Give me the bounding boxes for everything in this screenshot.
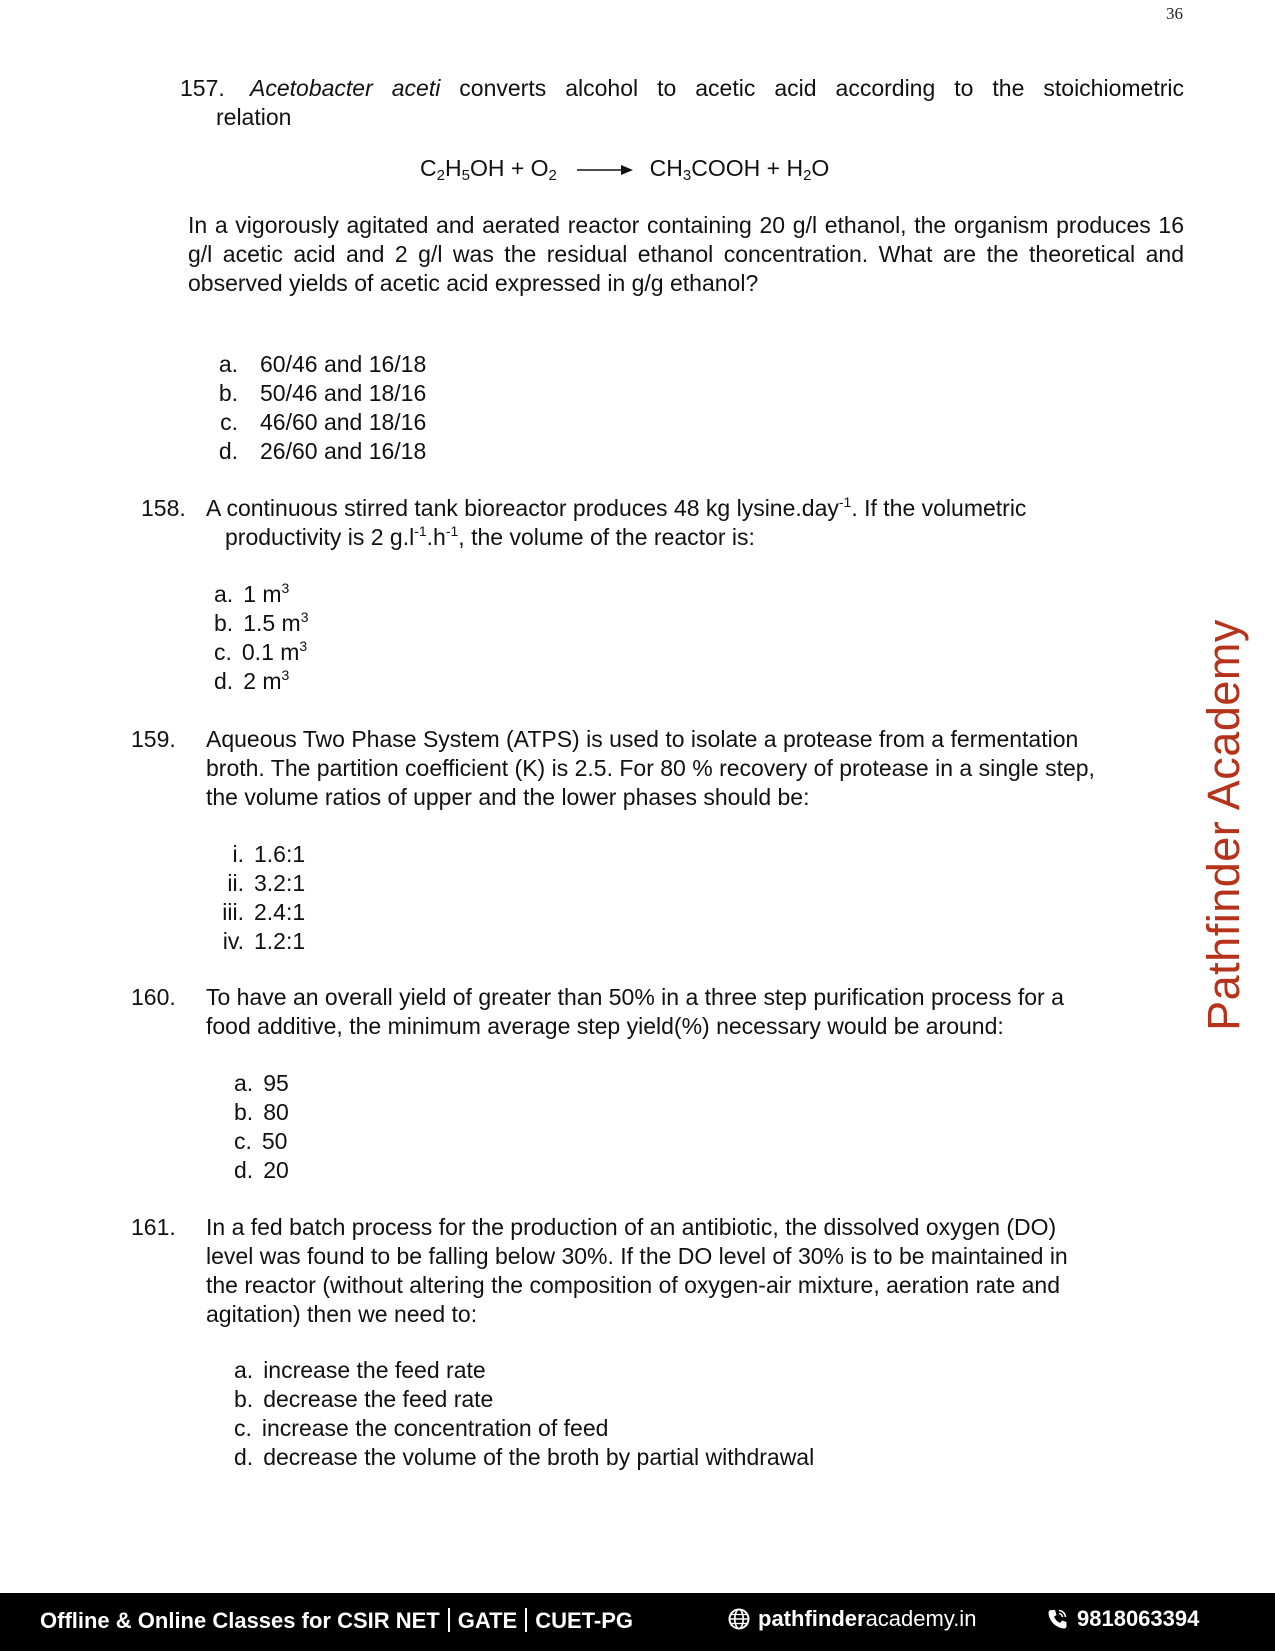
globe-icon <box>728 1608 750 1630</box>
footer-course-csir: Offline & Online Classes for CSIR NET <box>40 1608 440 1633</box>
reactants: $C_2H_5OH + O_2$ <box>420 155 557 184</box>
question-number: 161. <box>131 1214 176 1240</box>
option-158-b: b. 1.5 $m^3$ <box>214 609 309 636</box>
question-text-line: Aqueous Two Phase System (ATPS) is used to isolate a protease from a fermentation <box>206 726 1079 752</box>
question-text-line1: A continuous stirred tank bioreactor produces 48 kg lysine.day$^{-1}$. If the volumetric <box>206 494 1027 521</box>
option-157-b: b. 50/46 and 18/16 <box>218 380 427 406</box>
footer-website[interactable] <box>728 1606 976 1632</box>
question-text-line: agitation) then we need to: <box>206 1301 478 1327</box>
question-text-line1 <box>250 74 1184 103</box>
question-161 <box>131 1213 1191 1333</box>
question-number: 158. <box>141 495 186 521</box>
option-158-d: d. 2 $m^3$ <box>214 667 290 694</box>
footer-phone[interactable] <box>1047 1606 1199 1632</box>
question-text-line: level was found to be falling below 30%. If the DO level of 30% is to be maintained in <box>206 1243 1068 1269</box>
option-161-b: b. decrease the feed rate <box>234 1386 494 1412</box>
option-158-a: a. 1 $m^3$ <box>214 580 290 607</box>
divider <box>525 1608 527 1632</box>
footer-course-gate: GATE <box>457 1608 518 1633</box>
option-157-d: d. 26/60 and 16/18 <box>218 438 427 464</box>
question-158 <box>141 494 1141 554</box>
option-160-a: a. 95 <box>234 1070 289 1096</box>
products: $CH_3COOH + H_2O$ <box>649 155 830 184</box>
option-159-ii: ii. 3.2:1 <box>227 870 306 896</box>
organism-name: Acetobacter aceti <box>250 75 441 101</box>
website-bold: pathfinder <box>758 1606 866 1631</box>
option-161-c: c. increase the concentration of feed <box>234 1415 609 1441</box>
phone-icon <box>1047 1608 1067 1630</box>
option-159-i: i. 1.6:1 <box>232 841 306 867</box>
footer-courses <box>40 1608 633 1634</box>
watermark: Pathfinder Academy <box>1198 619 1249 1031</box>
question-160 <box>131 983 1191 1043</box>
option-157-c: c. 46/60 and 18/16 <box>220 409 427 435</box>
option-160-c: c. 50 <box>234 1128 288 1154</box>
question-text-line2: relation <box>216 104 292 130</box>
question-text-line: To have an overall yield of greater than 50% in a three step purification process for a <box>206 984 1064 1010</box>
question-text-line: broth. The partition coefficient (K) is 2.5. For 80 % recovery of protease in a single step, <box>206 755 1095 781</box>
option-159-iii: iii. 2.4:1 <box>222 899 306 925</box>
question-text-line: In a fed batch process for the production of an antibiotic, the dissolved oxygen (DO) <box>206 1214 1057 1240</box>
question-text-line: the reactor (without altering the composition of oxygen-air mixture, aeration rate and <box>206 1272 1060 1298</box>
question-number: 160. <box>131 984 176 1010</box>
option-158-c: c. 0.1 $m^3$ <box>214 638 308 665</box>
option-160-d: d. 20 <box>234 1157 289 1183</box>
option-157-a: a. 60/46 and 16/18 <box>218 351 427 377</box>
question-number: 159. <box>131 726 176 752</box>
question-text-line: the volume ratios of upper and the lower phases should be: <box>206 784 810 810</box>
option-160-b: b. 80 <box>234 1099 289 1125</box>
question-text-line: food additive, the minimum average step yield(%) necessary would be around: <box>206 1013 1004 1039</box>
reaction-equation <box>420 155 829 182</box>
option-159-iv: iv. 1.2:1 <box>222 928 306 954</box>
question-text: converts alcohol to acetic acid according to the stoichiometric <box>440 75 1184 101</box>
question-159 <box>131 725 1191 815</box>
reaction-arrow-icon <box>577 164 633 176</box>
question-text-line2: productivity is 2 $g.l^{-1}.h^{-1}$, the volume of the reactor is: <box>225 523 755 550</box>
question-157-body: In a vigorously agitated and aerated reactor containing 20 g/l ethanol, the organism produces 16 g/l acetic acid and 2 g/l was the residual ethanol concentration. What are the theoretical and observed yields of acetic acid expressed in g/g ethanol? <box>188 212 1184 296</box>
question-157 <box>180 74 1184 134</box>
website-light: academy.in <box>865 1606 977 1631</box>
divider <box>448 1608 450 1632</box>
option-161-a: a. increase the feed rate <box>234 1357 486 1383</box>
phone-number: 9818063394 <box>1077 1606 1200 1631</box>
question-number: 157. <box>180 75 225 101</box>
page-number: 36 <box>1166 4 1183 23</box>
footer-course-cuet: CUET-PG <box>535 1608 634 1633</box>
option-161-d: d. decrease the volume of the broth by partial withdrawal <box>234 1444 815 1470</box>
footer-banner <box>0 1593 1275 1651</box>
